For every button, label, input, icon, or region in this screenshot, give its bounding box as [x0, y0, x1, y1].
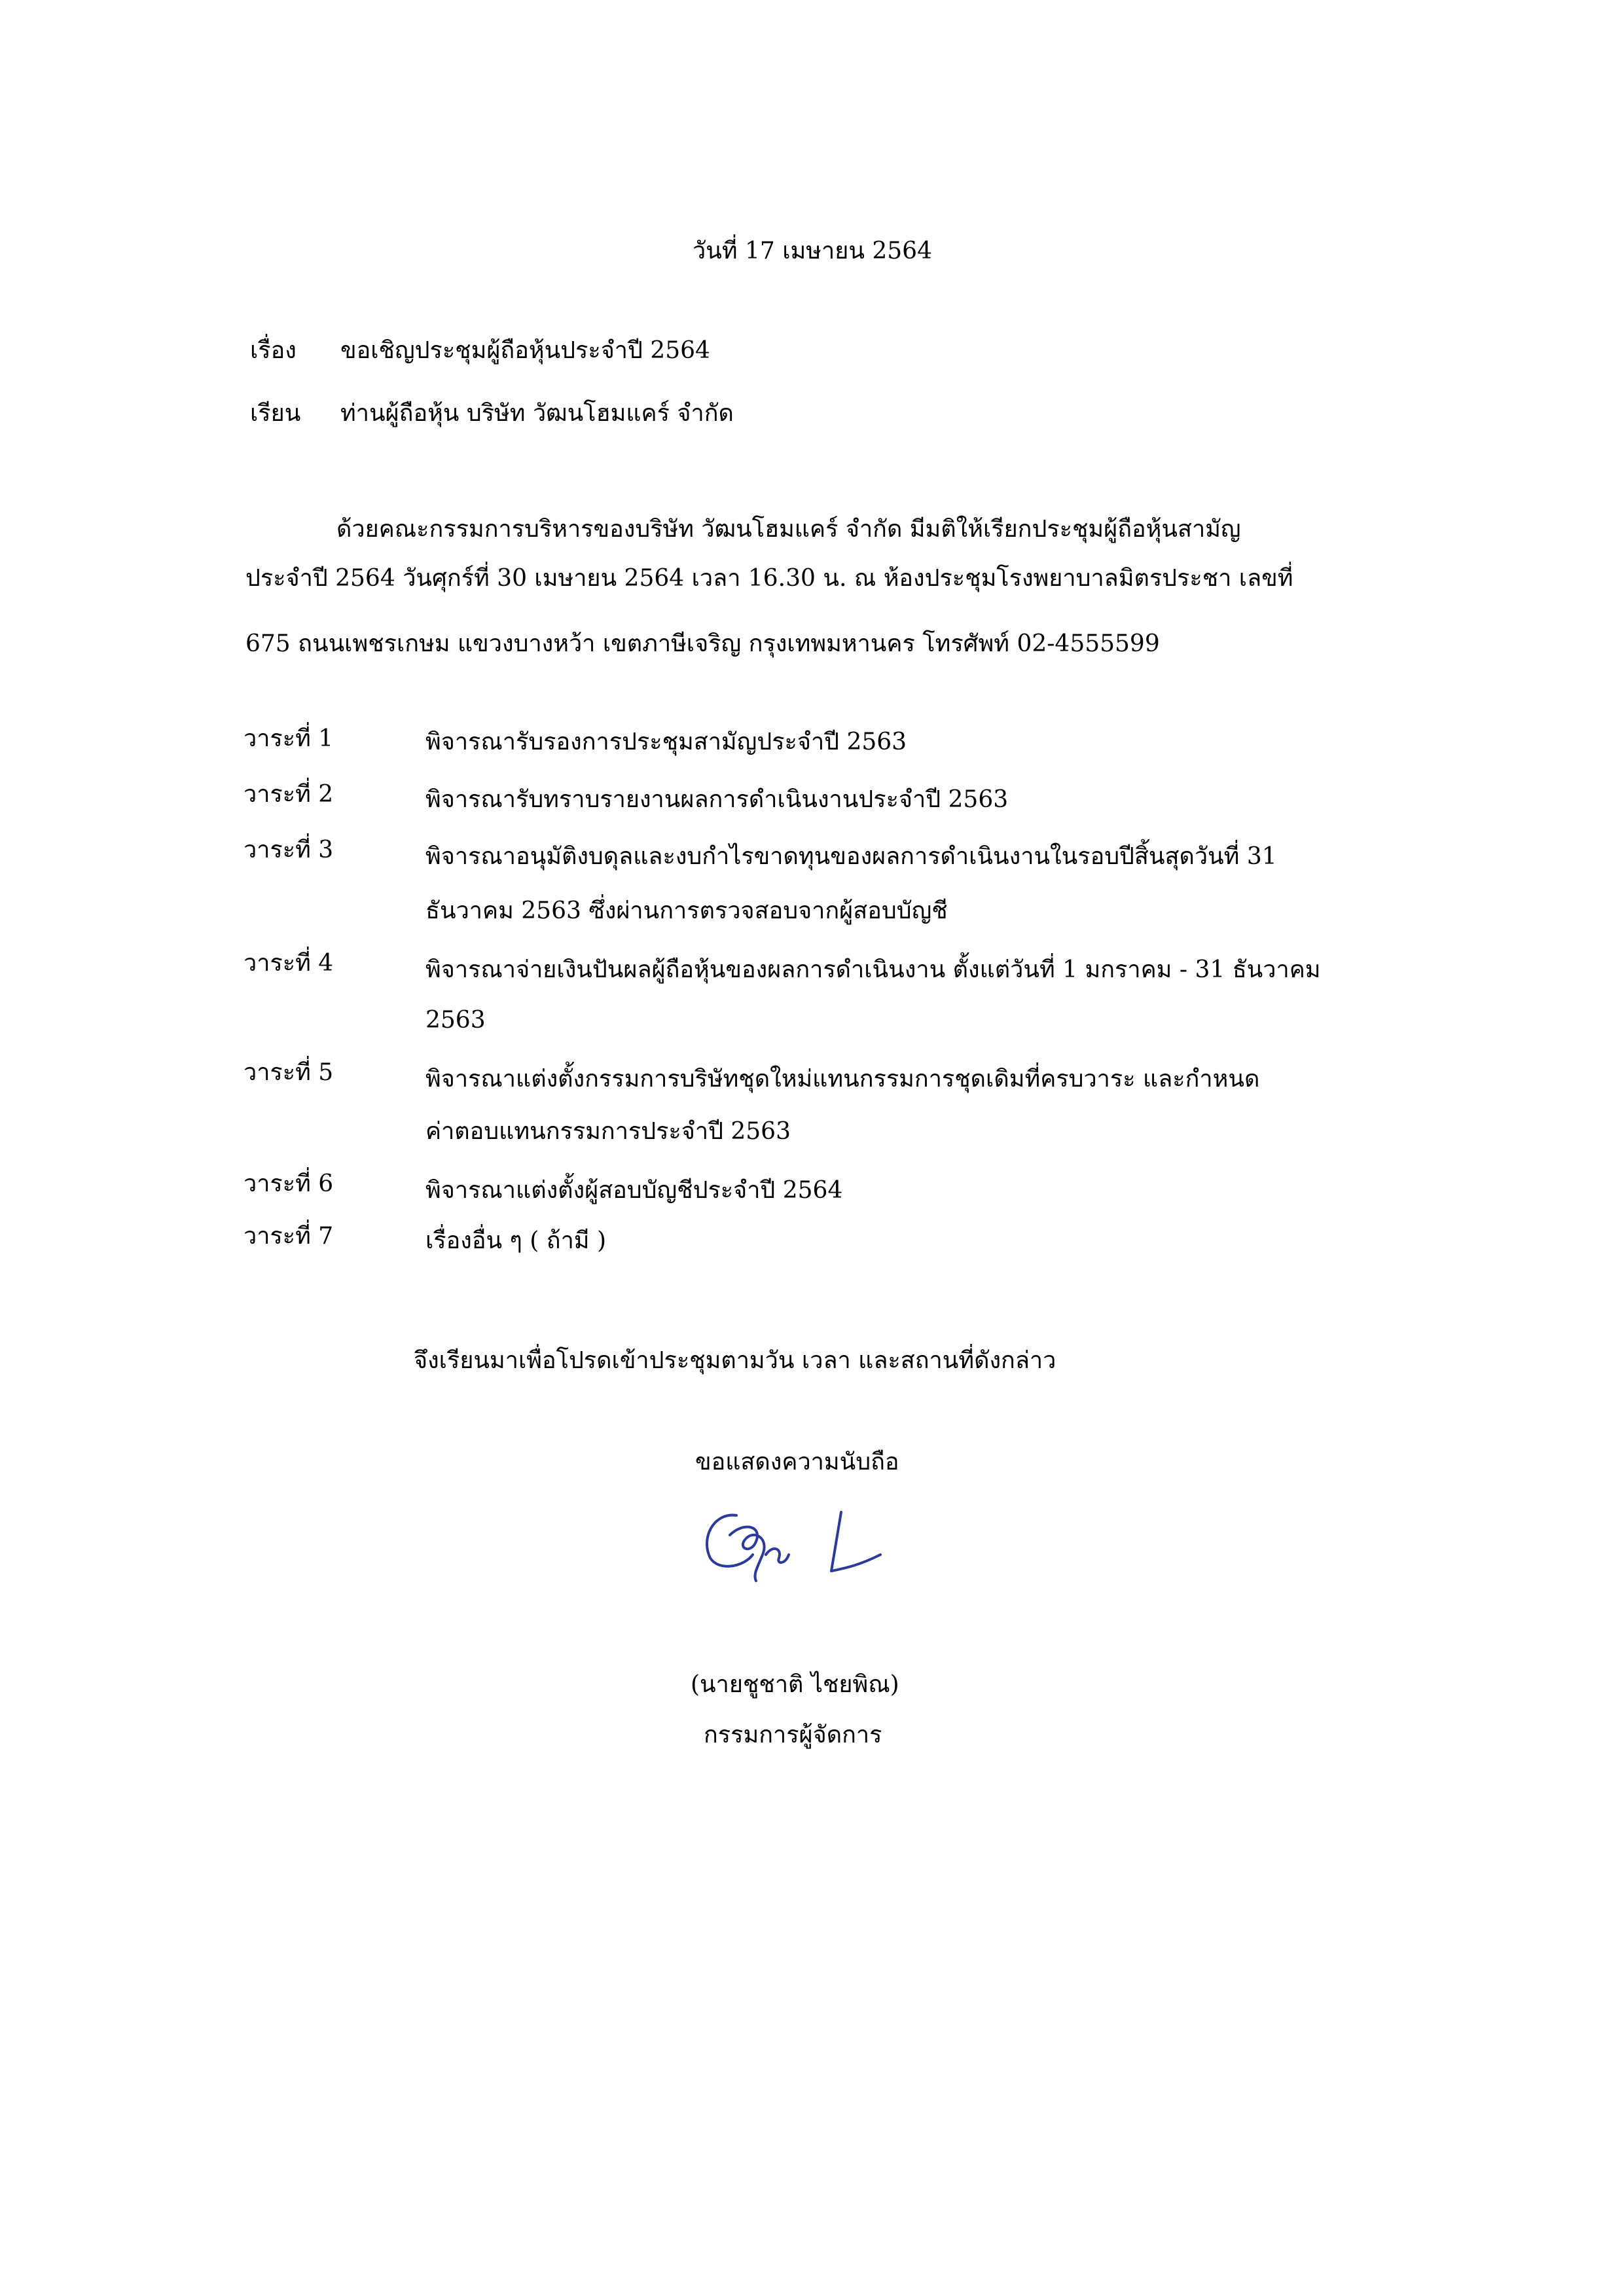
body-line-2: ประจำปี 2564 วันศุกร์ที่ 30 เมษายน 2564 เวลา 16.30 น. ณ ห้องประชุมโรงพยาบาลมิตรประชา เลขที่: [245, 565, 1293, 592]
agenda-text-7-line-1: เรื่องอื่น ๆ ( ถ้ามี ): [425, 1227, 607, 1254]
agenda-label-4: วาระที่ 4: [244, 950, 334, 977]
complimentary-close: ขอแสดงความนับถือ: [695, 1449, 899, 1475]
agenda-text-5-line-2: ค่าตอบแทนกรรมการประจำปี 2563: [425, 1118, 791, 1145]
agenda-text-6-line-1: พิจารณาแต่งตั้งผู้สอบบัญชีประจำปี 2564: [425, 1177, 843, 1204]
agenda-label-2: วาระที่ 2: [244, 781, 334, 808]
agenda-text-1-line-1: พิจารณารับรองการประชุมสามัญประจำปี 2563: [425, 729, 907, 755]
agenda-label-1: วาระที่ 1: [244, 725, 334, 752]
signer-title: กรรมการผู้จัดการ: [704, 1722, 882, 1748]
agenda-label-6: วาระที่ 6: [244, 1170, 334, 1197]
agenda-text-3-line-1: พิจารณาอนุมัติงบดุลและงบกำไรขาดทุนของผลการดำเนินงานในรอบปีสิ้นสุดวันที่ 31: [425, 843, 1277, 870]
agenda-label-7: วาระที่ 7: [244, 1223, 334, 1250]
agenda-label-5: วาระที่ 5: [244, 1059, 334, 1086]
body-line-3: 675 ถนนเพชรเกษม แขวงบางหว้า เขตภาษีเจริญ กรุงเทพมหานคร โทรศัพท์ 02-4555599: [245, 630, 1160, 657]
signature-strokes: [707, 1512, 880, 1581]
agenda-text-5-line-1: พิจารณาแต่งตั้งกรรมการบริษัทชุดใหม่แทนกรรมการชุดเดิมที่ครบวาระ และกำหนด: [425, 1066, 1260, 1093]
agenda-text-4-line-1: พิจารณาจ่ายเงินปันผลผู้ถือหุ้นของผลการดำเนินงาน ตั้งแต่วันที่ 1 มกราคม - 31 ธันวาคม: [425, 956, 1321, 983]
agenda-text-4-line-2: 2563: [425, 1007, 486, 1034]
subject-label: เรื่อง: [250, 337, 297, 364]
agenda-text-3-line-2: ธันวาคม 2563 ซึ่งผ่านการตรวจสอบจากผู้สอบบัญชี: [425, 897, 948, 924]
subject-text: ขอเชิญประชุมผู้ถือหุ้นประจำปี 2564: [340, 337, 710, 364]
closing-sentence: จึงเรียนมาเพื่อโปรดเข้าประชุมตามวัน เวลา และสถานที่ดังกล่าว: [414, 1347, 1056, 1374]
handwritten-signature: [691, 1502, 887, 1600]
recipient-text: ท่านผู้ถือหุ้น บริษัท วัฒนโฮมแคร์ จำกัด: [340, 400, 734, 427]
signature-stroke-c: [707, 1515, 753, 1566]
recipient-label: เรียน: [250, 400, 301, 427]
signature-stroke-small: [766, 1549, 789, 1563]
signer-name: (นายชูชาติ ไชยพิณ): [691, 1671, 899, 1698]
signature-stroke-r: [831, 1512, 880, 1571]
letter-date: วันที่ 17 เมษายน 2564: [693, 238, 932, 264]
body-line-1: ด้วยคณะกรรมการบริหารของบริษัท วัฒนโฮมแคร์ จำกัด มีมติให้เรียกประชุมผู้ถือหุ้นสามัญ: [336, 516, 1241, 543]
signature-stroke-loop: [730, 1527, 765, 1581]
agenda-text-2-line-1: พิจารณารับทราบรายงานผลการดำเนินงานประจำปี 2563: [425, 786, 1009, 813]
agenda-label-3: วาระที่ 3: [244, 837, 334, 863]
